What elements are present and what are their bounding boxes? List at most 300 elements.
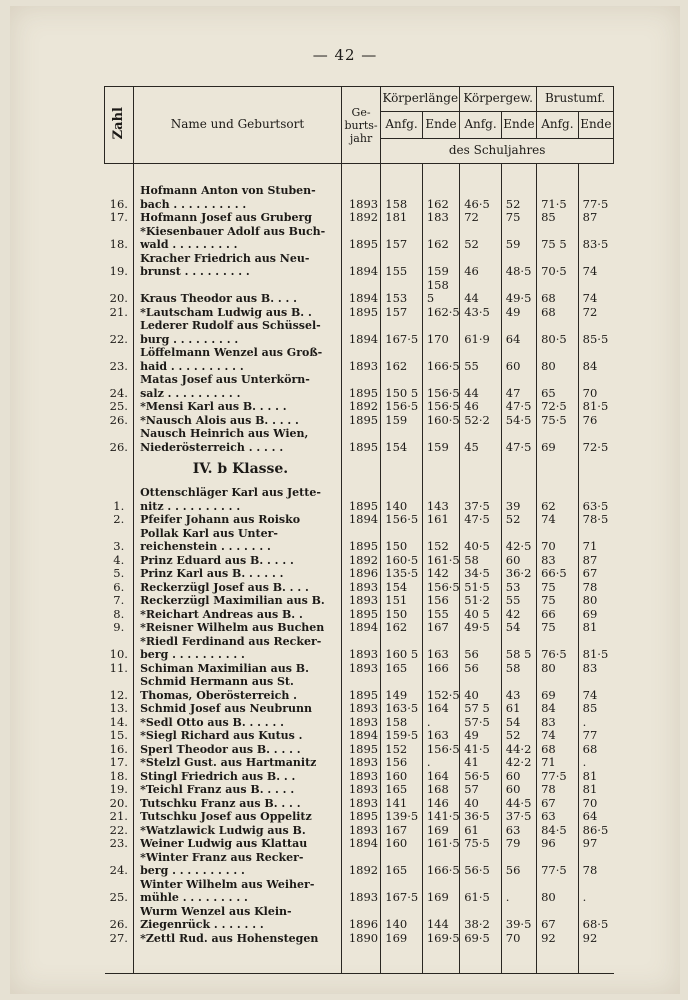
row-value: 162	[422, 225, 459, 252]
row-value: 151	[381, 594, 423, 608]
row-birthyear: 1893	[341, 756, 380, 770]
row-value: 165	[381, 783, 423, 797]
row-value: 61	[460, 824, 502, 838]
row-value: 47	[501, 373, 536, 400]
row-value: 152·5	[422, 675, 459, 702]
row-name	[134, 770, 342, 784]
row-name-line: Wurm Wenzel aus Klein-	[140, 904, 292, 918]
row-number: 22.	[105, 824, 134, 838]
row-value: 49·5	[501, 279, 536, 306]
row-number: 24.	[105, 851, 134, 878]
row-value: 78	[537, 783, 579, 797]
table-row	[105, 783, 614, 797]
row-value: 57	[460, 783, 502, 797]
row-number: 24.	[105, 373, 134, 400]
row-value: .	[422, 756, 459, 770]
row-name-line: mühle . . . . . . . . .	[140, 891, 248, 904]
row-birthyear: 1893	[341, 581, 380, 595]
row-value: 42·5	[501, 527, 536, 554]
row-value: 163·5	[381, 702, 423, 716]
row-value: 160 5	[381, 635, 423, 662]
row-value: 80	[537, 346, 579, 373]
table-row	[105, 554, 614, 568]
row-value: .	[582, 714, 587, 729]
row-birthyear: 1893	[341, 770, 380, 784]
row-name-line: Tutschku Josef aus Oppelitz	[140, 810, 312, 823]
row-value: 71·5	[537, 184, 579, 211]
row-value: 62	[537, 486, 579, 513]
table-row	[105, 621, 614, 635]
section-cell	[422, 454, 459, 486]
row-value: 44·5	[501, 797, 536, 811]
row-number: 8.	[105, 608, 134, 622]
row-number: 25.	[105, 400, 134, 414]
row-birthyear: 1894	[341, 513, 380, 527]
row-name-line: Ziegenrück . . . . . . .	[140, 918, 264, 931]
row-value: 164	[422, 770, 459, 784]
row-value: 80	[537, 878, 579, 905]
row-birthyear: 1895	[341, 414, 380, 428]
table-row	[105, 581, 614, 595]
table-row	[105, 486, 614, 513]
row-value: 160·5	[422, 414, 459, 428]
row-birthyear: 1895	[341, 810, 380, 824]
row-name-line: burg . . . . . . . . .	[140, 332, 239, 346]
table-row	[105, 527, 614, 554]
row-name	[134, 810, 342, 824]
row-value: 167·5	[381, 319, 423, 346]
row-value: 53	[501, 581, 536, 595]
table-row	[105, 905, 614, 932]
table-body	[105, 164, 614, 974]
row-birthyear: 1894	[341, 729, 380, 743]
row-name	[134, 594, 342, 608]
row-value: 165	[381, 851, 423, 878]
measurement-table	[104, 86, 614, 974]
page-number: — 42 —	[312, 46, 378, 64]
row-birthyear: 1895	[341, 486, 380, 513]
row-value: 75·5	[460, 837, 502, 851]
row-value: 57·5	[460, 716, 502, 730]
row-birthyear: 1894	[341, 837, 380, 851]
row-value: 40 5	[460, 608, 502, 622]
row-name-line: Stingl Friedrich aus B. . .	[140, 769, 296, 783]
header-sub: Ende	[578, 112, 613, 139]
table-row	[105, 427, 614, 454]
row-value: 61·5	[460, 878, 502, 905]
row-value: 48·5	[501, 252, 536, 279]
row-value: 66	[537, 608, 579, 622]
row-value: 44	[460, 279, 502, 306]
table-row	[105, 608, 614, 622]
row-value: 72·5	[537, 400, 579, 414]
row-name	[134, 252, 342, 279]
row-value: 146	[422, 797, 459, 811]
row-value: 83·5	[582, 237, 609, 251]
row-value: 83	[537, 716, 579, 730]
row-value: 70	[501, 932, 536, 974]
row-number: 5.	[105, 567, 134, 581]
row-value: 58 5	[501, 635, 536, 662]
table-row	[105, 400, 614, 414]
row-number: 15.	[105, 729, 134, 743]
row-value: 57 5	[460, 702, 502, 716]
table-row	[105, 878, 614, 905]
row-value: 75	[537, 594, 579, 608]
row-value: 150	[381, 608, 423, 622]
row-name-line: *Riedl Ferdinand aus Recker-	[140, 634, 322, 648]
row-value: 162·5	[422, 306, 459, 320]
row-name	[134, 756, 342, 770]
row-birthyear: 1895	[341, 427, 380, 454]
row-value: 64	[582, 809, 598, 823]
row-name	[134, 797, 342, 811]
row-number: 20.	[105, 279, 134, 306]
row-value: 162	[422, 184, 459, 211]
row-name	[134, 567, 342, 581]
row-name	[134, 702, 342, 716]
row-birthyear: 1893	[341, 878, 380, 905]
row-name-line: salz . . . . . . . . . .	[140, 386, 241, 400]
row-number: 10.	[105, 635, 134, 662]
row-number: 25.	[105, 878, 134, 905]
section-cell	[578, 454, 613, 486]
row-birthyear: 1893	[341, 594, 380, 608]
row-value: 157	[381, 306, 423, 320]
row-value: 47·5	[460, 513, 502, 527]
row-value: 181	[381, 211, 423, 225]
row-value: 76·5	[537, 635, 579, 662]
row-value: 38·2	[460, 905, 502, 932]
row-value: 68·5	[582, 917, 609, 931]
row-name-line: Thomas, Oberösterreich .	[140, 688, 298, 702]
row-number: 16.	[105, 184, 134, 211]
row-value: 78·5	[582, 512, 609, 526]
header-birthyear: Ge-burts-jahr	[341, 87, 380, 164]
row-name-line: nitz . . . . . . . . . .	[140, 499, 241, 513]
row-value: 61	[501, 702, 536, 716]
row-name-line: brunst . . . . . . . . .	[140, 265, 250, 278]
row-value: 68	[537, 279, 579, 306]
row-value: 42	[501, 608, 536, 622]
row-name	[134, 211, 342, 225]
row-value: 77·5	[582, 196, 609, 211]
row-name-line: *Reichart Andreas aus B. .	[140, 607, 303, 621]
row-value: 80	[537, 662, 579, 676]
row-name	[134, 427, 342, 454]
row-value: 71	[537, 756, 579, 770]
row-number: 14.	[105, 716, 134, 730]
row-name-line: *Teichl Franz aus B. . . . .	[140, 783, 295, 796]
row-number: 23.	[105, 346, 134, 373]
row-name	[134, 319, 342, 346]
row-value: 85	[537, 211, 579, 225]
row-value: 159·5	[381, 729, 423, 743]
row-value: 78	[582, 579, 598, 594]
row-number: 19.	[105, 783, 134, 797]
row-value: 163	[422, 729, 459, 743]
header-group-chest: Brustumf.	[537, 87, 614, 112]
row-number: 16.	[105, 743, 134, 757]
table-row	[105, 279, 614, 306]
row-value: 52	[501, 513, 536, 527]
section-title: IV. b Klasse.	[134, 454, 342, 486]
row-value: 81·5	[582, 399, 609, 413]
row-number: 17.	[105, 756, 134, 770]
row-name	[134, 716, 342, 730]
row-value: 70·5	[537, 252, 579, 279]
row-value: 156·5	[381, 400, 423, 414]
row-value: 41·5	[460, 743, 502, 757]
row-value: 72	[460, 211, 502, 225]
row-value: 71	[582, 539, 598, 553]
row-name	[134, 306, 342, 320]
row-value: 85	[582, 701, 598, 715]
row-number: 2.	[105, 513, 134, 527]
row-value: 135·5	[381, 567, 423, 581]
row-value: 152	[381, 743, 423, 757]
section-cell	[460, 454, 502, 486]
row-name-line: *Watzlawick Ludwig aus B.	[140, 823, 306, 837]
row-value: 54·5	[501, 414, 536, 428]
row-name	[134, 878, 342, 905]
table-row	[105, 346, 614, 373]
header-sub: Anfg.	[381, 112, 423, 139]
row-name-line: Reckerzügl Josef aus B. . . .	[140, 580, 309, 594]
row-value: 75 5	[537, 225, 579, 252]
row-birthyear: 1896	[341, 567, 380, 581]
row-value: 37·5	[501, 810, 536, 824]
row-value: 79	[501, 837, 536, 851]
row-value: 92	[578, 932, 613, 974]
row-value: 56·5	[460, 770, 502, 784]
table-row	[105, 594, 614, 608]
table-row	[105, 306, 614, 320]
row-value: 63·5	[582, 498, 609, 513]
table-row	[105, 824, 614, 838]
row-name	[134, 743, 342, 757]
row-value: 96	[537, 837, 579, 851]
row-birthyear: 1895	[341, 373, 380, 400]
row-value: 149	[381, 675, 423, 702]
row-birthyear: 1894	[341, 621, 380, 635]
row-birthyear: 1892	[341, 554, 380, 568]
table-row	[105, 184, 614, 211]
row-value: 152	[422, 527, 459, 554]
row-name-line: Nausch Heinrich aus Wien,	[140, 427, 309, 440]
row-value: 154	[381, 427, 423, 454]
row-birthyear: 1893	[341, 702, 380, 716]
row-number: 20.	[105, 797, 134, 811]
row-value: 34·5	[460, 567, 502, 581]
table-row	[105, 743, 614, 757]
row-value: .	[582, 755, 587, 769]
row-value: 156	[422, 594, 459, 608]
row-value: 75·5	[537, 414, 579, 428]
row-value: 161·5	[422, 554, 459, 568]
row-value: 40	[460, 797, 502, 811]
row-name	[134, 729, 342, 743]
row-number: 9.	[105, 621, 134, 635]
row-value: 158 5	[422, 279, 459, 306]
row-value: 168	[422, 783, 459, 797]
row-birthyear: 1896	[341, 905, 380, 932]
row-value: 156	[381, 756, 423, 770]
row-name	[134, 414, 342, 428]
row-name	[134, 279, 342, 306]
row-number: 17.	[105, 211, 134, 225]
row-value: .	[582, 890, 587, 904]
row-name	[134, 225, 342, 252]
row-value: 49·5	[460, 621, 502, 635]
row-number: 6.	[105, 581, 134, 595]
row-value: 160	[381, 837, 423, 851]
row-birthyear: 1890	[341, 932, 380, 974]
row-value: 69·5	[460, 932, 502, 974]
table-row	[105, 797, 614, 811]
row-birthyear: 1894	[341, 319, 380, 346]
row-number: 26.	[105, 427, 134, 454]
row-value: .	[422, 716, 459, 730]
row-value: 80·5	[537, 319, 579, 346]
row-value: 56	[501, 851, 536, 878]
row-value: 39·5	[501, 905, 536, 932]
row-value: 169·5	[422, 932, 459, 974]
row-number: 21.	[105, 810, 134, 824]
row-name	[134, 905, 342, 932]
row-name-line: *Reisner Wilhelm aus Buchen	[140, 621, 325, 634]
row-value: 47·5	[501, 400, 536, 414]
row-value: 52	[501, 729, 536, 743]
row-value: 68	[537, 743, 579, 757]
table-row	[105, 513, 614, 527]
row-value: 63	[537, 810, 579, 824]
row-name-line: Lederer Rudolf aus Schüssel-	[140, 319, 321, 332]
row-value: 40·5	[460, 527, 502, 554]
row-value: 169	[422, 878, 459, 905]
row-name-line: *Kiesenbauer Adolf aus Buch-	[140, 224, 326, 238]
row-value: 55	[460, 346, 502, 373]
row-value: 162	[381, 621, 423, 635]
row-value: 75	[537, 581, 579, 595]
section-cell	[341, 454, 380, 486]
row-value: 160	[381, 770, 423, 784]
row-value: 56·5	[460, 851, 502, 878]
row-value: 65	[537, 373, 579, 400]
row-value: 165	[381, 662, 423, 676]
row-name-line: Kracher Friedrich aus Neu-	[140, 251, 310, 265]
table-row	[105, 756, 614, 770]
row-value: 78	[582, 863, 598, 877]
header-sub: Ende	[422, 112, 459, 139]
section-row	[105, 454, 614, 486]
row-value: 87	[582, 552, 598, 567]
row-name-line: Tutschku Franz aus B. . . .	[140, 796, 301, 810]
row-value: 67	[582, 566, 598, 580]
row-value: 52	[460, 225, 502, 252]
row-value: 58	[460, 554, 502, 568]
header-group-height: Körperlänge	[381, 87, 460, 112]
row-value: 140	[381, 905, 423, 932]
row-number: 26.	[105, 414, 134, 428]
row-value: 155	[422, 608, 459, 622]
table-row	[105, 635, 614, 662]
row-value: 41	[460, 756, 502, 770]
row-number: 3.	[105, 527, 134, 554]
row-value: 37·5	[460, 486, 502, 513]
row-value: 52·2	[460, 414, 502, 428]
row-number: 4.	[105, 554, 134, 568]
row-value: 42·2	[501, 756, 536, 770]
row-birthyear: 1893	[341, 346, 380, 373]
row-name-line: haid . . . . . . . . . .	[140, 359, 244, 373]
row-value: 55	[501, 594, 536, 608]
row-value: 49	[501, 306, 536, 320]
row-number: 26.	[105, 905, 134, 932]
row-number: 18.	[105, 225, 134, 252]
row-number: 1.	[105, 486, 134, 513]
row-value: 84	[582, 358, 598, 373]
row-value: 142	[422, 567, 459, 581]
table-row	[105, 567, 614, 581]
row-birthyear: 1895	[341, 608, 380, 622]
row-name-line: *Siegl Richard aus Kutus .	[140, 729, 303, 742]
row-value: 67	[537, 905, 579, 932]
table-row	[105, 211, 614, 225]
table-row	[105, 932, 614, 974]
row-value: 161	[422, 513, 459, 527]
section-cell	[381, 454, 423, 486]
row-name	[134, 621, 342, 635]
row-value: 49	[460, 729, 502, 743]
row-value: 77·5	[537, 770, 579, 784]
table-row	[105, 729, 614, 743]
row-value: 167·5	[381, 878, 423, 905]
row-birthyear: 1893	[341, 635, 380, 662]
row-value: 160·5	[381, 554, 423, 568]
row-value: 97	[582, 836, 598, 850]
row-value: 158	[381, 184, 423, 211]
row-value: 141·5	[422, 810, 459, 824]
row-value: 139·5	[381, 810, 423, 824]
row-name-line: Schmid Hermann aus St.	[140, 675, 294, 688]
section-cell	[537, 454, 579, 486]
table-row	[105, 851, 614, 878]
row-value: 36·2	[501, 567, 536, 581]
row-value: 54	[501, 716, 536, 730]
row-value: 43·5	[460, 306, 502, 320]
row-birthyear: 1895	[341, 527, 380, 554]
row-value: 81·5	[582, 647, 609, 661]
row-value: 70	[537, 527, 579, 554]
row-value: 86·5	[582, 822, 609, 837]
table-row	[105, 675, 614, 702]
row-name	[134, 527, 342, 554]
row-value: 81	[582, 620, 598, 634]
row-number: 7.	[105, 594, 134, 608]
row-value: 158	[381, 716, 423, 730]
row-name-line: reichenstein . . . . . . .	[140, 540, 271, 553]
row-value: 74	[582, 264, 598, 278]
row-value: 159	[381, 414, 423, 428]
row-value: 157	[381, 225, 423, 252]
row-value: 40	[460, 675, 502, 702]
row-birthyear: 1892	[341, 400, 380, 414]
row-number: 21.	[105, 306, 134, 320]
row-value: .	[501, 878, 536, 905]
row-birthyear: 1892	[341, 851, 380, 878]
row-value: 64	[501, 319, 536, 346]
